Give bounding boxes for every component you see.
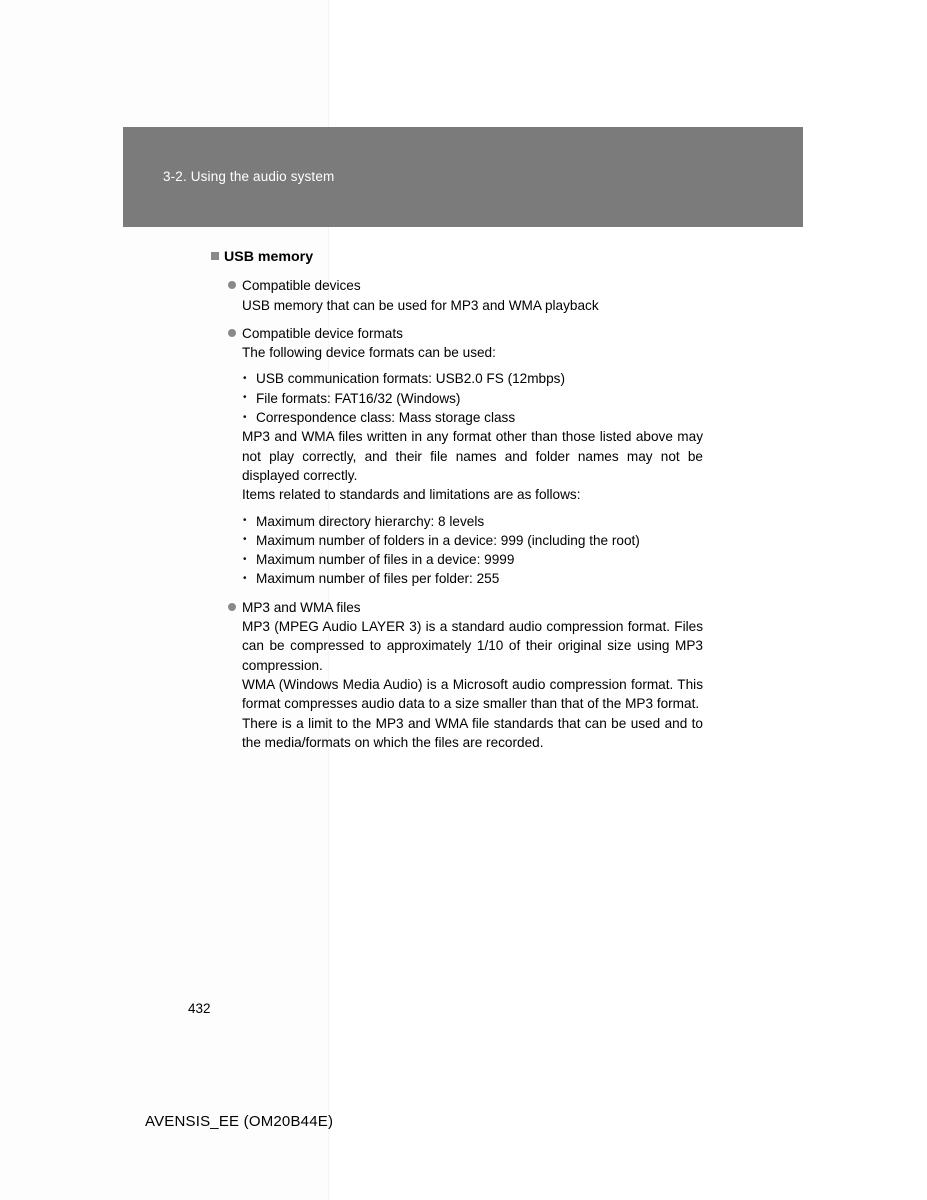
square-bullet-icon bbox=[211, 252, 219, 260]
list-item: • Maximum number of folders in a device: 999 (including the root) bbox=[242, 531, 703, 550]
list-item: • Correspondence class: Mass storage class bbox=[242, 408, 703, 427]
list-item: • Maximum directory hierarchy: 8 levels bbox=[242, 512, 703, 531]
formats-intro-text: The following device formats can be used: bbox=[242, 345, 496, 361]
group-body bbox=[242, 296, 703, 315]
wma-description-paragraph: WMA (Windows Media Audio) is a Microsoft audio compression format. This format compresses audio data to a size smaller than that of the MP3 format. bbox=[242, 676, 703, 712]
section-heading bbox=[211, 248, 703, 267]
chapter-title: 3-2. Using the audio system bbox=[163, 169, 335, 184]
page-number: 432 bbox=[188, 1001, 211, 1016]
group-compatible-devices bbox=[228, 276, 703, 315]
round-bullet-icon bbox=[228, 329, 236, 337]
page-content bbox=[211, 248, 703, 752]
list-item: • Maximum number of files in a device: 9999 bbox=[242, 550, 703, 569]
group-heading bbox=[228, 276, 703, 295]
device-limits-list bbox=[242, 512, 703, 589]
group-heading-label: Compatible device formats bbox=[242, 325, 403, 341]
manual-code: AVENSIS_EE (OM20B44E) bbox=[145, 1113, 334, 1130]
standards-limit-paragraph: There is a limit to the MP3 and WMA file standards that can be used and to the media/formats on which the files are recorded. bbox=[242, 715, 703, 750]
limits-intro-text: Items related to standards and limitations are as follows: bbox=[242, 487, 581, 503]
mp3-description-paragraph: MP3 (MPEG Audio LAYER 3) is a standard audio compression format. Files can be compressed to approximately 1/10 of their original size using MP3 compression. bbox=[242, 619, 703, 673]
group-mp3-wma-files bbox=[228, 598, 703, 752]
list-item: • File formats: FAT16/32 (Windows) bbox=[242, 389, 703, 408]
group-heading-label: MP3 and WMA files bbox=[242, 599, 361, 615]
section-heading-label: USB memory bbox=[224, 249, 314, 265]
compatible-devices-text: USB memory that can be used for MP3 and WMA playback bbox=[242, 297, 599, 313]
group-heading bbox=[228, 324, 703, 343]
group-compatible-device-formats bbox=[228, 324, 703, 589]
formats-note-text: MP3 and WMA files written in any format other than those listed above may not play correctly, and their file names and folder names may not be displayed correctly. bbox=[242, 429, 703, 483]
group-heading bbox=[228, 598, 703, 617]
group-body bbox=[242, 617, 703, 752]
list-item: • USB communication formats: USB2.0 FS (12mbps) bbox=[242, 369, 703, 388]
group-heading-label: Compatible devices bbox=[242, 278, 361, 294]
chapter-header-bar bbox=[123, 127, 803, 227]
device-formats-list bbox=[242, 369, 703, 427]
group-body bbox=[242, 343, 703, 589]
round-bullet-icon bbox=[228, 603, 236, 611]
round-bullet-icon bbox=[228, 281, 236, 289]
list-item: • Maximum number of files per folder: 255 bbox=[242, 569, 703, 588]
